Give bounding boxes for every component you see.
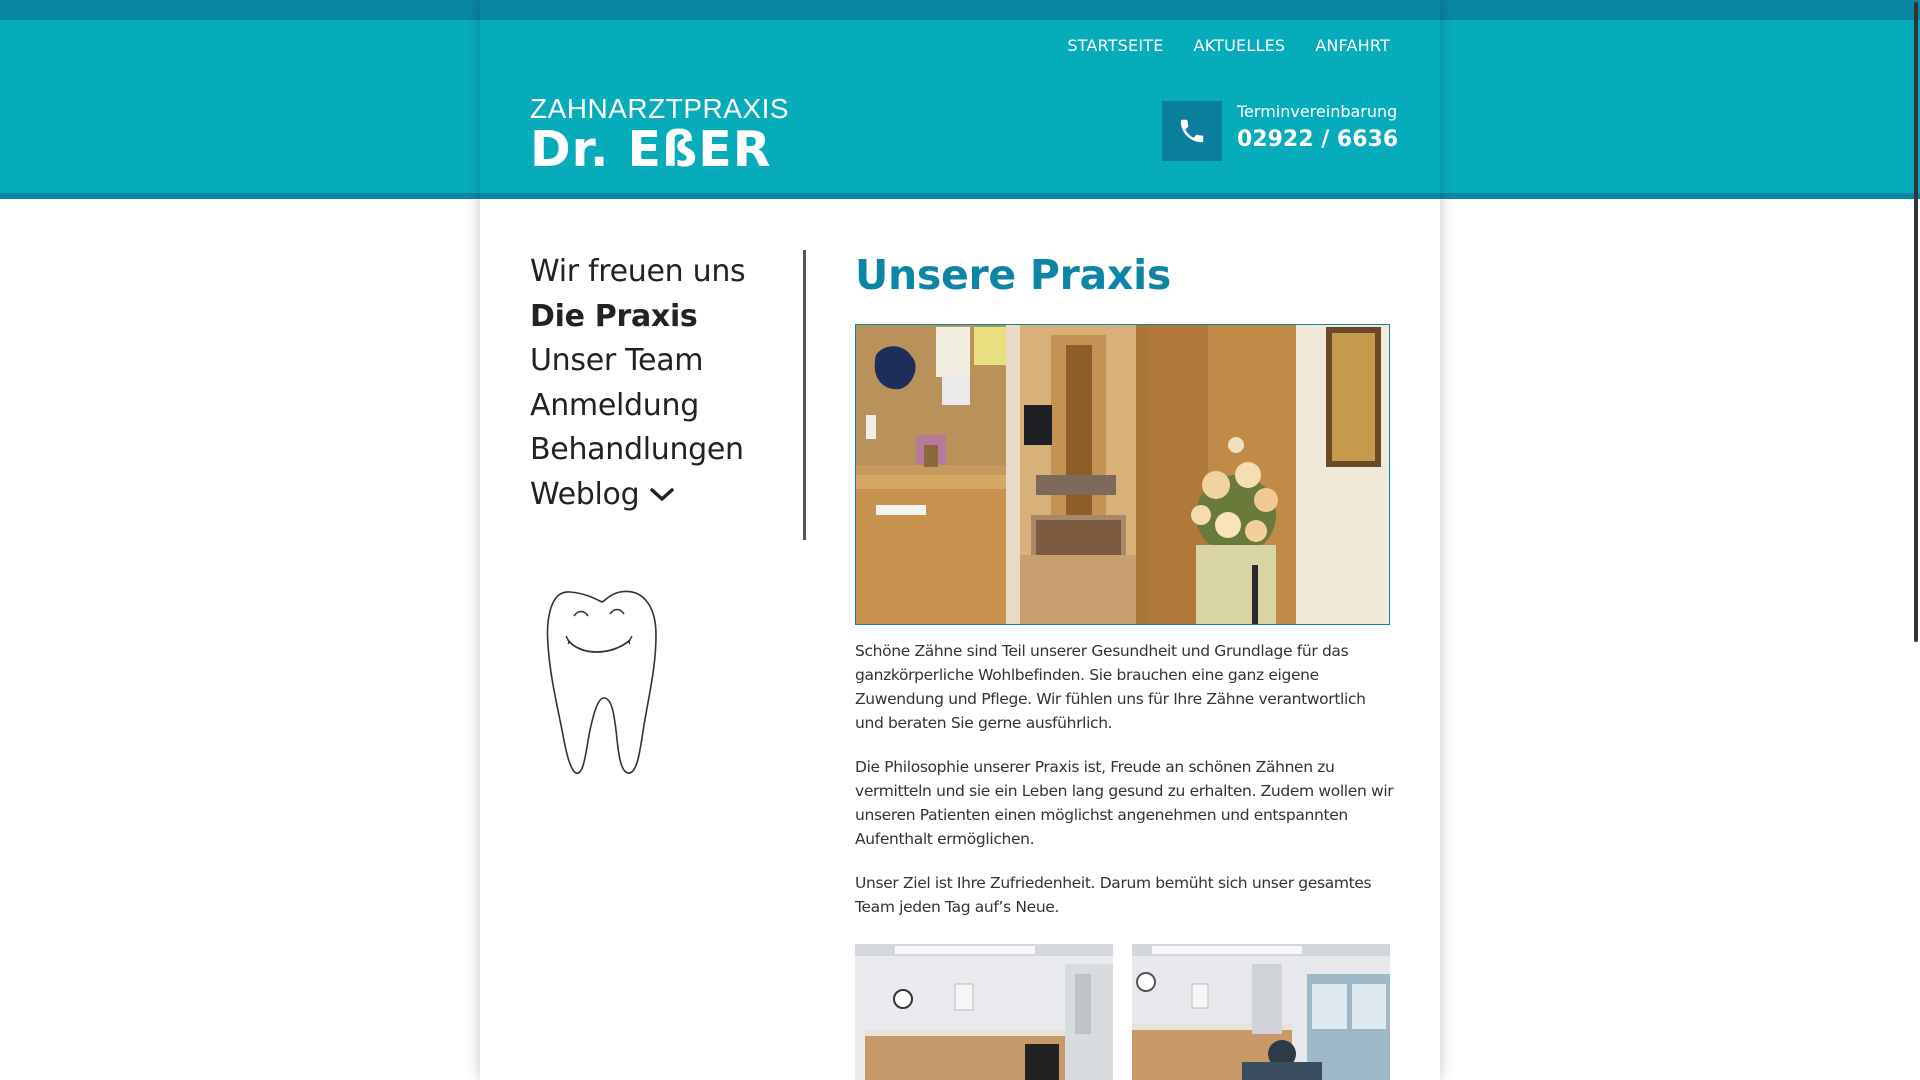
chevron-down-icon[interactable]	[649, 473, 675, 518]
treatment-room-photo-2[interactable]	[1132, 944, 1390, 1080]
logo-line-1: ZAHNARZTPRAXIS	[530, 93, 790, 124]
tooth-illustration	[540, 580, 670, 784]
topnav-aktuelles[interactable]: AKTUELLES	[1193, 36, 1286, 55]
sidenav-item-wir-freuen-uns[interactable]: Wir freuen uns	[530, 254, 746, 289]
phone-icon	[1177, 116, 1207, 146]
intro-paragraph-2: Die Philosophie unserer Praxis ist, Freude an schönen Zähnen zu vermitteln und sie ein Leben lang gesund zu erhalten. Zudem wollen wir unseren Patienten einen möglichst angenehmen und entspannten Aufenthalt ermöglichen.	[855, 758, 1394, 848]
treatment-room-photo-1[interactable]	[855, 944, 1113, 1080]
appointment-contact	[1237, 101, 1398, 157]
phone-number[interactable]: 02922 / 6636	[1237, 127, 1399, 152]
sidenav-item-behandlungen[interactable]: Behandlungen	[530, 432, 744, 467]
top-navigation	[1067, 36, 1390, 55]
practice-reception-photo[interactable]	[855, 324, 1390, 625]
sidenav-item-anmeldung[interactable]: Anmeldung	[530, 387, 699, 423]
intro-paragraph-3: Unser Ziel ist Ihre Zufriedenheit. Darum bemüht sich unser gesamtes Team jeden Tag auf’s Neue.	[855, 874, 1372, 916]
main-content	[855, 250, 1394, 916]
sidenav-item-weblog[interactable]	[530, 473, 800, 518]
sidenav-item-die-praxis[interactable]: Die Praxis	[530, 298, 698, 334]
topnav-anfahrt[interactable]: ANFAHRT	[1315, 36, 1390, 55]
sidenav-item-unser-team[interactable]: Unser Team	[530, 343, 704, 378]
appointment-label: Terminvereinbarung	[1237, 102, 1398, 121]
scrollbar-thumb[interactable]	[1914, 2, 1918, 642]
sidenav-item-weblog-label: Weblog	[530, 476, 640, 512]
site-logo[interactable]	[530, 95, 789, 177]
intro-paragraph-1: Schöne Zähne sind Teil unserer Gesundheit und Grundlage für das ganzkörperliche Wohlbefinden. Sie brauchen eine ganz eigene Zuwendung und Pflege. Wir fühlen uns für Ihre Zähne verantwortlich und beraten Sie gerne ausführlich.	[855, 642, 1366, 732]
logo-line-2: Dr. EßER	[530, 121, 772, 178]
phone-button[interactable]	[1162, 101, 1222, 161]
topnav-startseite[interactable]: STARTSEITE	[1067, 36, 1164, 55]
sidebar-divider	[803, 250, 806, 540]
page-title: Unsere Praxis	[855, 251, 1171, 299]
side-navigation	[530, 250, 800, 517]
